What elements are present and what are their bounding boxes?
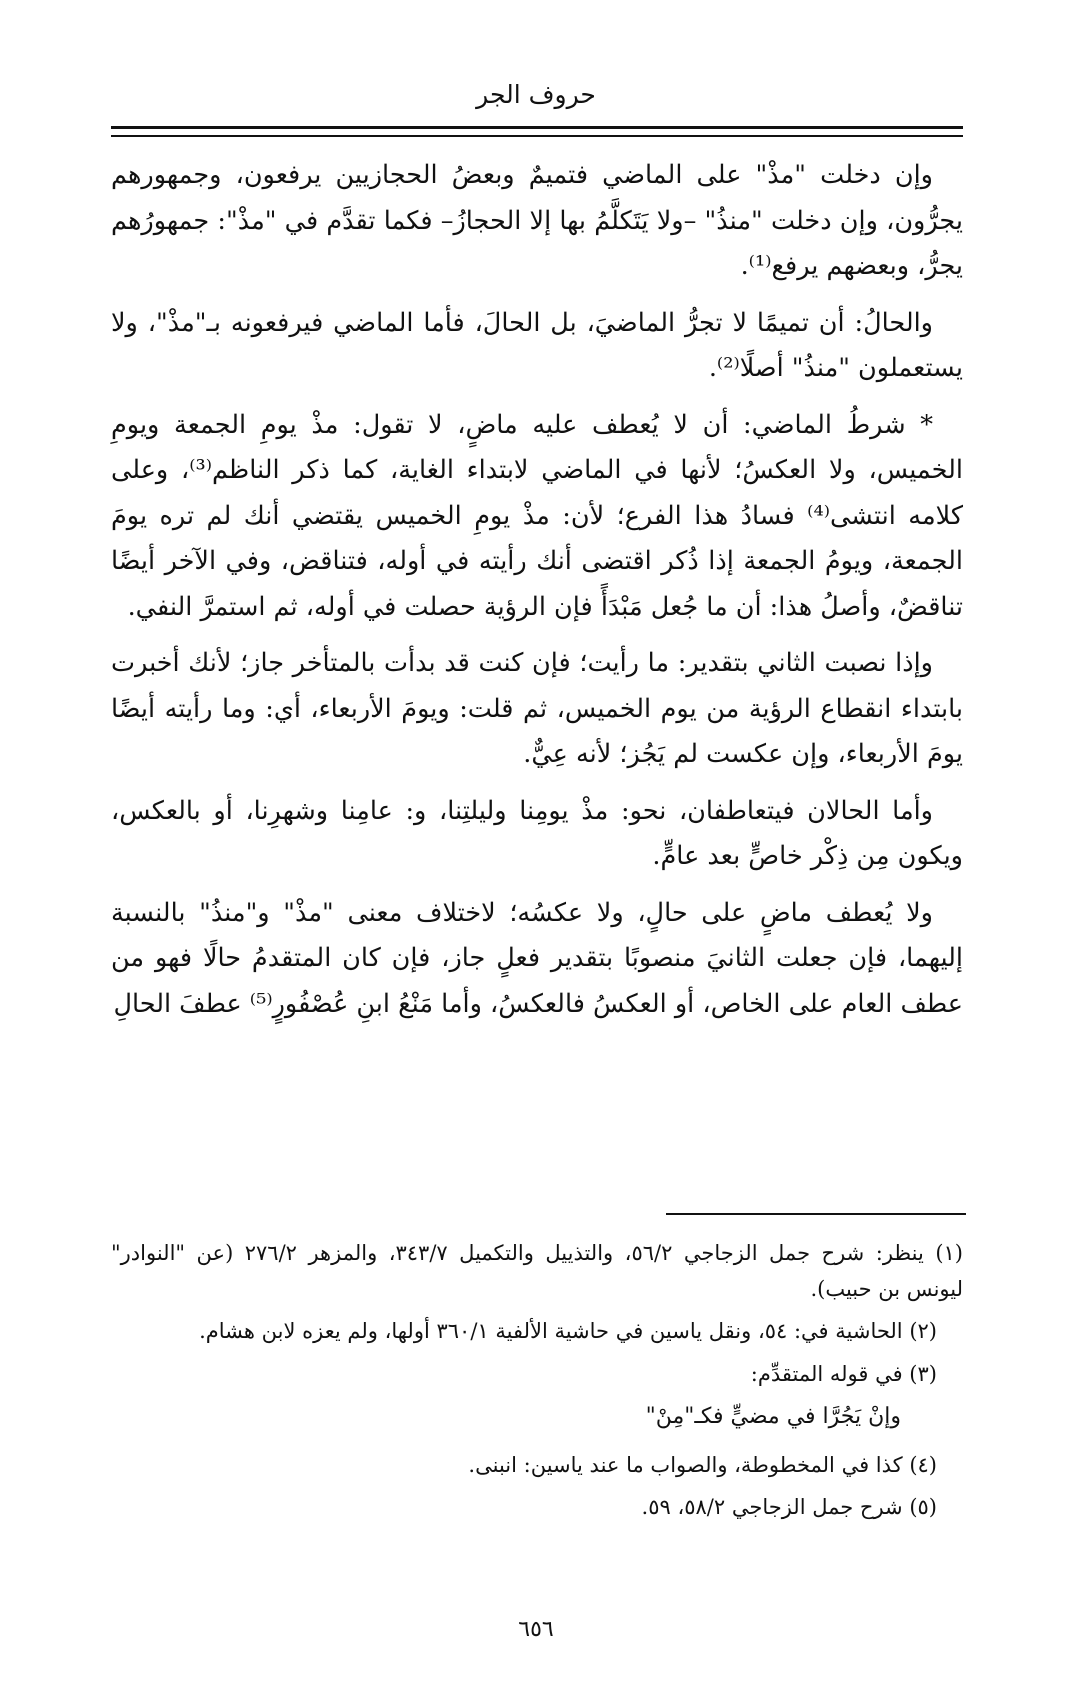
footnote-2: (٢) الحاشية في: ٥٤، ونقل ياسين في حاشية الألفية ٣٦٠/١ أولها، ولم يعزه لابن هشام. [199, 1319, 937, 1343]
paragraph: ولا يُعطف ماضٍ على حالٍ، ولا عكسُه؛ لاختلاف معنى "مذْ" و"منذُ" بالنسبة إليهما، فإن جعلت الثانيَ منصوبًا بتقدير فعلٍ جاز، فإن كان المتقدمُ حالًا فهو من عطف العام على الخاص، أو العكسُ فالعكسُ، وأما مَنْعُ ابنِ عُصْفُورٍ⁽⁵⁾ عطفَ الحالِ [111, 897, 963, 1019]
paragraph: * شرطُ الماضي: أن لا يُعطف عليه ماضٍ، لا تقول: مذْ يومِ الجمعة ويومِ الخميس، ولا العكسُ؛ لأنها في الماضي لابتداء الغاية، كما ذكر الناظم⁽³⁾، وعلى كلامه انتشى⁽⁴⁾ فسادُ هذا الفرع؛ لأن: مذْ يومِ الخميس يقتضي أنك لم تره يومَ الجمعة، ويومُ الجمعة إذا ذُكر اقتضى أنك رأيته في أوله، فتناقض، وفي الآخر أيضًا تناقضٌ، وأصلُ هذا: أن ما جُعل مَبْدَأً فإن الرؤية حصلت في أوله، ثم استمرَّ النفي. [111, 409, 963, 622]
footnote-4: (٤) كذا في المخطوطة، والصواب ما عند ياسين: انبنى. [468, 1452, 937, 1477]
paragraph: والحالُ: أن تميمًا لا تجرُّ الماضيَ، بل الحالَ، فأما الماضي فيرفعونه بـ"مذْ"، ولا يستعملون "منذُ" أصلًا⁽²⁾. [111, 307, 963, 383]
footnote-3-verse: وإنْ يَجُرَّا في مضيٍّ فكـ"مِنْ" [645, 1404, 901, 1429]
footnote-3: (٣) في قوله المتقدِّم: [750, 1361, 937, 1386]
footnote-separator [666, 1213, 966, 1215]
running-header: حروف الجر [476, 80, 596, 109]
paragraph: وأما الحالان فيتعاطفان، نحو: مذْ يومِنا وليلتِنا، و: عامِنا وشهرِنا، أو بالعكس، ويكون مِن ذِكْر خاصٍّ بعد عامٍّ. [111, 795, 963, 871]
footnote-5: (٥) شرح جمل الزجاجي ٥٨/٢، ٥٩. [641, 1495, 937, 1519]
paragraph: وإن دخلت "مذْ" على الماضي فتميمٌ وبعضُ الحجازيين يرفعون، وجمهورهم يجرُّون، وإن دخلت "منذُ" –ولا يَتَكلَّمُ بها إلا الحجازُ– فكما تقدَّم في "مذْ": جمهورُهم يجرُّ، وبعضهم يرفع⁽¹⁾. [111, 160, 963, 281]
body-text [111, 153, 963, 1038]
header-rule-thin [111, 135, 963, 137]
footnotes [111, 1236, 963, 1533]
header-rule-thick [111, 126, 963, 129]
paragraph: وإذا نصبت الثاني بتقدير: ما رأيت؛ فإن كنت قد بدأت بالمتأخر جاز؛ لأنك أخبرت بابتداء انقطاع الرؤية من يوم الخميس، ثم قلت: ويومَ الأربعاء، أي: وما رأيته أيضًا يومَ الأربعاء، وإن عكست لم يَجُز؛ لأنه عِيٌّ. [111, 648, 963, 769]
page-number: ٦٥٦ [518, 1617, 554, 1642]
footnote-1: (١) ينظر: شرح جمل الزجاجي ٥٦/٢، والتذييل والتكميل ٣٤٣/٧، والمزهر ٢٧٦/٢ (عن "النوادر" ليونس بن حبيب). [111, 1241, 963, 1301]
